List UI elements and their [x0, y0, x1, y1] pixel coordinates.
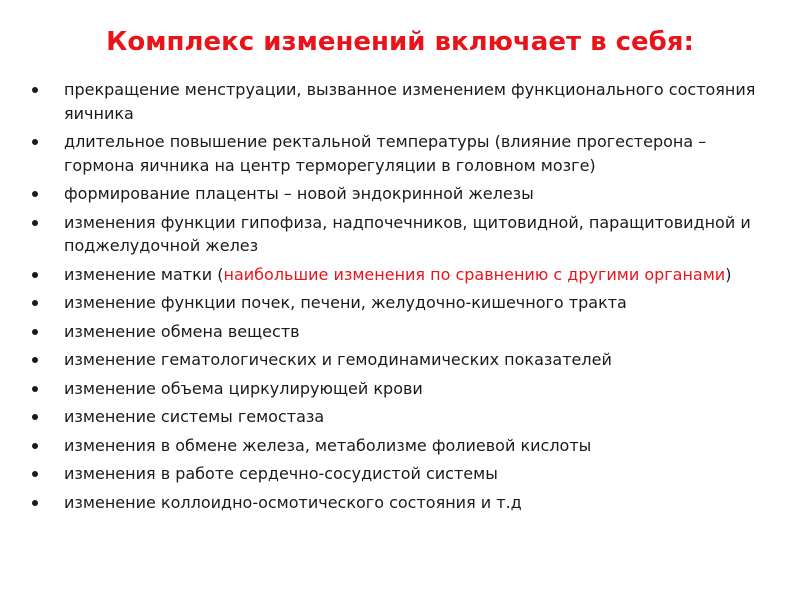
bullet-dot-icon [32, 414, 38, 420]
bullet-dot-icon [32, 443, 38, 449]
bullet-item [30, 491, 770, 515]
bullet-dot-icon [32, 220, 38, 226]
bullet-item [30, 434, 770, 458]
bullet-text: прекращение менструации, вызванное изменением функционального состояния яичника [64, 80, 756, 123]
bullet-dot-icon [32, 471, 38, 477]
bullet-text: изменение системы гемостаза [64, 407, 325, 426]
bullet-text: изменение гематологических и гемодинамических показателей [64, 350, 612, 369]
bullet-dot-icon [32, 272, 38, 278]
bullet-item [30, 263, 770, 287]
slide-title: Комплекс изменений включает в себя: [106, 27, 694, 57]
bullet-dot-icon [32, 300, 38, 306]
bullet-list [30, 78, 770, 519]
bullet-dot-icon [32, 87, 38, 93]
bullet-text-highlight: наибольшие изменения по сравнению с другими органами [223, 264, 726, 284]
bullet-item [30, 130, 770, 177]
bullet-item [30, 78, 770, 125]
bullet-text: изменение функции почек, печени, желудочно-кишечного тракта [64, 293, 627, 312]
bullet-item [30, 462, 770, 486]
bullet-text: изменения в работе сердечно-сосудистой системы [64, 464, 498, 483]
bullet-text: длительное повышение ректальной температуры (влияние прогестерона – гормона яичника на центр терморегуляции в головном мозге) [64, 132, 707, 175]
bullet-text: изменение обмена веществ [64, 321, 300, 341]
bullet-text-before: изменение матки ( [64, 264, 224, 284]
bullet-dot-icon [32, 139, 38, 145]
bullet-dot-icon [32, 357, 38, 363]
bullet-item [30, 211, 770, 258]
bullet-dot-icon [32, 191, 38, 197]
bullet-dot-icon [32, 500, 38, 506]
bullet-item [30, 320, 770, 344]
bullet-dot-icon [32, 386, 38, 392]
bullet-item [30, 348, 770, 372]
bullet-text-after: ) [725, 264, 732, 284]
bullet-item [30, 405, 770, 429]
bullet-text: формирование плаценты – новой эндокринной железы [64, 184, 534, 203]
bullet-item [30, 377, 770, 401]
bullet-text: изменение коллоидно-осмотического состояния и т.д [64, 492, 522, 512]
bullet-text: изменения в обмене железа, метаболизме фолиевой кислоты [64, 435, 592, 455]
bullet-text: изменение объема циркулирующей крови [64, 378, 423, 398]
bullet-text: изменения функции гипофиза, надпочечников, щитовидной, паращитовидной и поджелудочной желез [64, 212, 751, 255]
bullet-dot-icon [32, 329, 38, 335]
bullet-item [30, 182, 770, 206]
bullet-item [30, 291, 770, 315]
